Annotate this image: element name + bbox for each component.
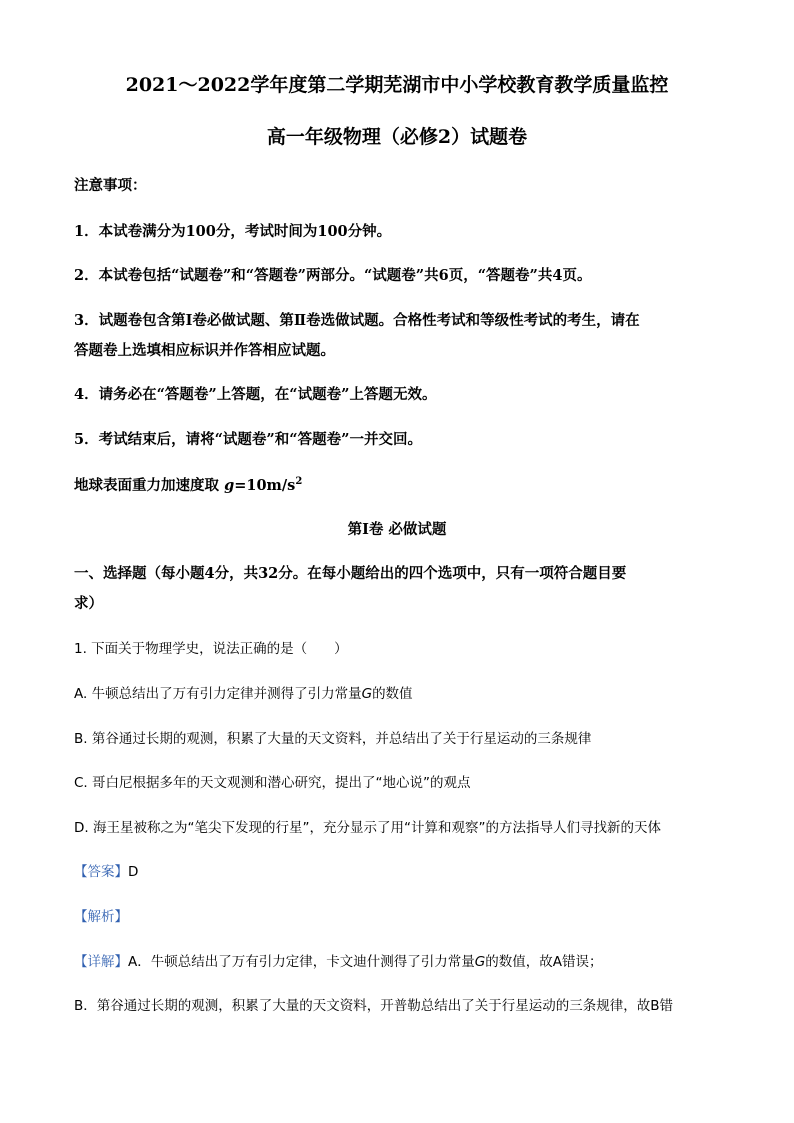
analysis-detail-b: B．第谷通过长期的观测，积累了大量的天文资料，开普勒总结出了关于行星运动的三条规律，故B错 (74, 998, 674, 1014)
option-a-pre: A. 牛顿总结出了万有引力定律并测得了引力常量 (74, 686, 362, 702)
notice-heading: 注意事项： (74, 177, 147, 194)
part1-title: 第Ⅰ卷 必做试题 (347, 521, 447, 538)
gravity-value: =10m/s (234, 477, 296, 494)
gravity-exp: 2 (295, 476, 303, 488)
detail-a-var: G (474, 954, 486, 970)
notice-item-3: 3．试题卷包含第Ⅰ卷必做试题、第Ⅱ卷选做试题。合格性考试和等级性考试的考生，请在 (74, 312, 640, 329)
notice-item-4: 4．请务必在“答题卷”上答题，在“试题卷”上答题无效。 (74, 386, 437, 403)
question1-stem: 1. 下面关于物理学史，说法正确的是（ ） (74, 641, 348, 657)
detail-a-pre: A．牛顿总结出了万有引力定律，卡文迪什测得了引力常量 (128, 954, 475, 970)
exam-title-line1: 2021～2022学年度第二学期芜湖市中小学校教育教学质量监控 (125, 74, 669, 96)
notice-item-3-cont: 答题卷上选填相应标识并作答相应试题。 (74, 342, 335, 359)
question1-option-d: D. 海王星被称之为“笔尖下发现的行星”，充分显示了用“计算和观察”的方法指导人们寻找新的天体 (74, 820, 661, 836)
exam-title-line2: 高一年级物理（必修2）试题卷 (266, 126, 528, 148)
notice-item-2: 2．本试卷包括“试题卷”和“答题卷”两部分。“试题卷”共6页，“答题卷”共4页。 (74, 267, 592, 284)
analysis-label: 【解析】 (74, 909, 128, 925)
answer-value: D (128, 864, 139, 880)
analysis-detail-a (74, 952, 602, 972)
answer-line (74, 862, 138, 882)
notice-item-5: 5．考试结束后，请将“试题卷”和“答题卷”一并交回。 (74, 431, 422, 448)
notice-item-1: 1．本试卷满分为100分，考试时间为100分钟。 (74, 223, 392, 240)
option-a-var: G (361, 686, 373, 702)
question1-option-b: B. 第谷通过长期的观测，积累了大量的天文资料，并总结出了关于行星运动的三条规律 (74, 731, 592, 747)
question1-option-a (74, 684, 413, 704)
question1-option-c: C. 哥白尼根据多年的天文观测和潜心研究，提出了“地心说”的观点 (74, 775, 471, 791)
answer-label: 【答案】 (74, 864, 128, 880)
gravity-note (74, 476, 302, 496)
section1-heading: 一、选择题（每小题4分，共32分。在每小题给出的四个选项中，只有一项符合题目要 (74, 565, 627, 582)
section1-heading-cont: 求） (74, 595, 103, 612)
option-a-post: 的数值 (372, 686, 413, 702)
detail-a-post: 的数值，故A错误； (485, 954, 603, 970)
gravity-prefix: 地球表面重力加速度取 (74, 477, 225, 494)
detail-label: 【详解】 (74, 954, 128, 970)
gravity-var: g (224, 477, 235, 494)
